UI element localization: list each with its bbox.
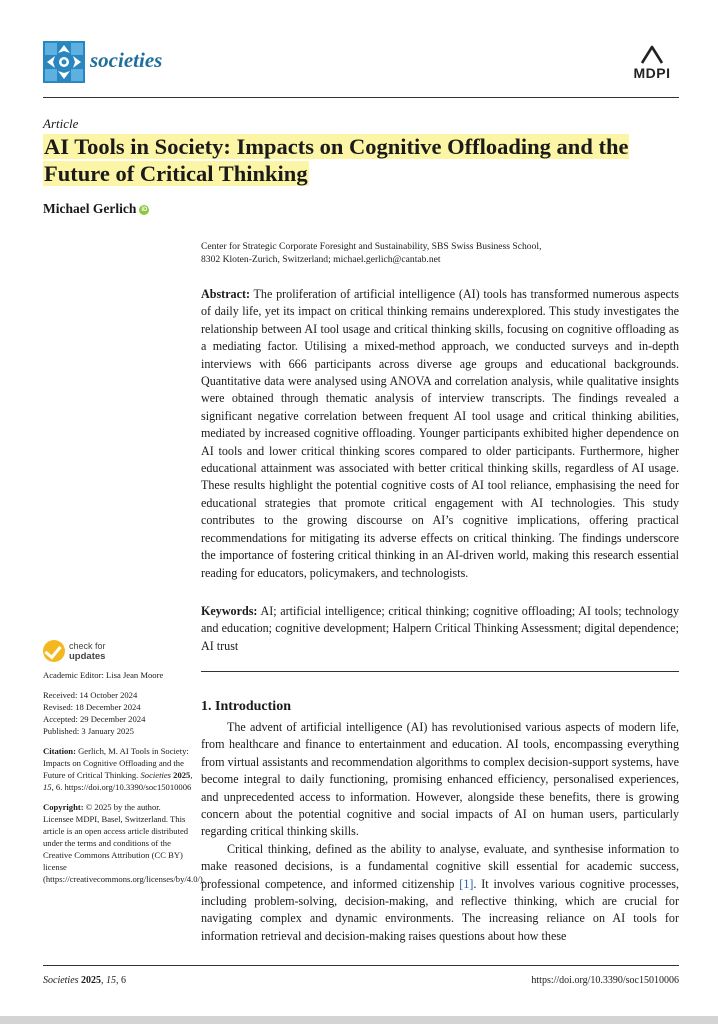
footer-year: 2025	[81, 975, 102, 986]
check-icon	[43, 640, 65, 662]
date-published: Published: 3 January 2025	[43, 726, 134, 736]
title-text: AI Tools in Society: Impacts on Cognitive Offloading and the Future of Critical Thinking	[44, 134, 629, 186]
citation-label: Citation:	[43, 746, 76, 756]
citation-link[interactable]: [1]	[459, 876, 474, 891]
journal-name: societies	[90, 48, 163, 72]
keywords	[201, 603, 679, 655]
copyright-label: Copyright:	[43, 802, 84, 812]
date-revised: Revised: 18 December 2024	[43, 702, 141, 712]
section-rule	[201, 671, 679, 672]
publisher-logo	[626, 43, 678, 87]
copyright-text: © 2025 by the author. Licensee MDPI, Basel, Switzerland. This article is an open access article distributed under the terms and conditions of the Creative Commons Attribution (CC BY) license (https://creativecommons.org/licenses/by/4.0/).	[43, 802, 205, 884]
abstract-label: Abstract:	[201, 287, 251, 301]
keywords-text: AI; artificial intelligence; critical thinking; cognitive offloading; AI tools; technology and education; cognitive development; Halpern Critical Thinking Assessment; digital dependence; AI trust	[201, 604, 679, 653]
footer-rule	[43, 965, 679, 966]
academic-editor: Academic Editor: Lisa Jean Moore	[43, 670, 164, 680]
copyright-block	[43, 801, 205, 885]
citation-block	[43, 745, 193, 793]
affiliation	[201, 240, 681, 266]
author-name: Michael Gerlich	[43, 201, 137, 216]
date-accepted: Accepted: 29 December 2024	[43, 714, 146, 724]
paragraph-text: Critical thinking, defined as the ability to analyse, evaluate, and synthesise information to make reasoned decisions, is a fundamental cognitive skill essential for academic success, professional competence, and informed citizenship	[201, 841, 679, 891]
abstract	[201, 286, 679, 582]
author-line	[43, 201, 149, 217]
abstract-text: The proliferation of artificial intelligence (AI) tools has transformed numerous aspects of daily life, yet its impact on critical thinking remains underexplored. This study investigates the relationship between AI tool usage and critical thinking skills, focusing on cognitive offloading as a mediating factor. Utilising a mixed-method approach, we conducted surveys and in-depth interviews with 666 participants across diverse age groups and educational backgrounds. Quantitative data were analysed using ANOVA and correlation analysis, while qualitative insights were obtained through thematic analysis of interview transcripts. The findings revealed a significant negative correlation between frequent AI tool usage and critical thinking abilities, mediated by increased cognitive offloading. Younger participants exhibited higher dependence on AI tools and lower critical thinking scores compared to older participants. Furthermore, higher educational attainment was associated with better critical thinking skills, regardless of AI usage. These results highlight the potential cognitive costs of AI tool reliance, emphasising the need for educational strategies that promote critical engagement with AI technologies. This study contributes to the growing discourse on AI’s cognitive implications, offering practical recommendations for mitigating its adverse effects on critical thinking. The findings underscore the importance of fostering critical thinking in an AI-driven world, making this research essential reading for educators, policymakers, and technologists.	[201, 287, 679, 580]
citation-volume: , 15	[43, 770, 193, 792]
paragraph: The advent of artificial intelligence (AI) has revolutionised various aspects of modern life, from healthcare and finance to entertainment and education. AI tools, encompassing everything from virtual assistants and recommendation algorithms to complex decision-support systems, have become integral to daily functioning, promising enhanced efficiency, personalised experiences, and unprecedented access to information. However, alongside these benefits, there is growing concern about the potential cognitive and social impacts of AI on human users, particularly regarding critical thinking skills.	[201, 720, 679, 839]
affiliation-line: 8302 Kloten-Zurich, Switzerland; michael.gerlich@cantab.net	[201, 254, 441, 265]
footer-journal: Societies	[43, 975, 79, 986]
footer-doi[interactable]: https://doi.org/10.3390/soc15010006	[531, 975, 679, 986]
orcid-icon[interactable]: iD	[141, 207, 148, 213]
check-label: check for	[69, 641, 106, 651]
journal-logo	[43, 41, 85, 83]
section-heading: 1. Introduction	[201, 699, 291, 714]
footer-citation: Societies 2025, 15, 6	[43, 975, 127, 986]
page-bottom-bar	[0, 1016, 718, 1024]
citation-year: 2025	[171, 770, 191, 780]
section-body	[201, 719, 679, 945]
date-received: Received: 14 October 2024	[43, 690, 138, 700]
article-type: Article	[43, 116, 79, 131]
publisher-name: MDPI	[633, 65, 671, 81]
check-for-updates-badge[interactable]	[43, 640, 163, 664]
affiliation-line: Center for Strategic Corporate Foresight and Sustainability, SBS Swiss Business School,	[201, 241, 542, 252]
footer-issue: 6	[121, 975, 127, 986]
header-rule	[43, 97, 679, 98]
paragraph-text: . It involves various cognitive processes, including problem-solving, decision-making, and reflective thinking, which are crucial for navigating complex and dynamic environments. The increasing reliance on AI tools for information retrieval and decision-making raises questions about how these	[201, 876, 679, 943]
check-label-bold: updates	[69, 651, 106, 662]
article-title	[43, 133, 673, 187]
footer-volume: 15	[106, 975, 117, 986]
citation-journal: Societies	[140, 770, 172, 780]
paragraph	[201, 841, 679, 945]
citation-text: Gerlich, M. AI Tools in Society: Impacts on Cognitive Offloading and the Future of Critical Thinking.	[43, 746, 189, 780]
citation-doi[interactable]: , 6. https://doi.org/10.3390/soc15010006	[51, 782, 192, 792]
keywords-label: Keywords:	[201, 604, 258, 618]
sidebar-info	[43, 669, 205, 885]
